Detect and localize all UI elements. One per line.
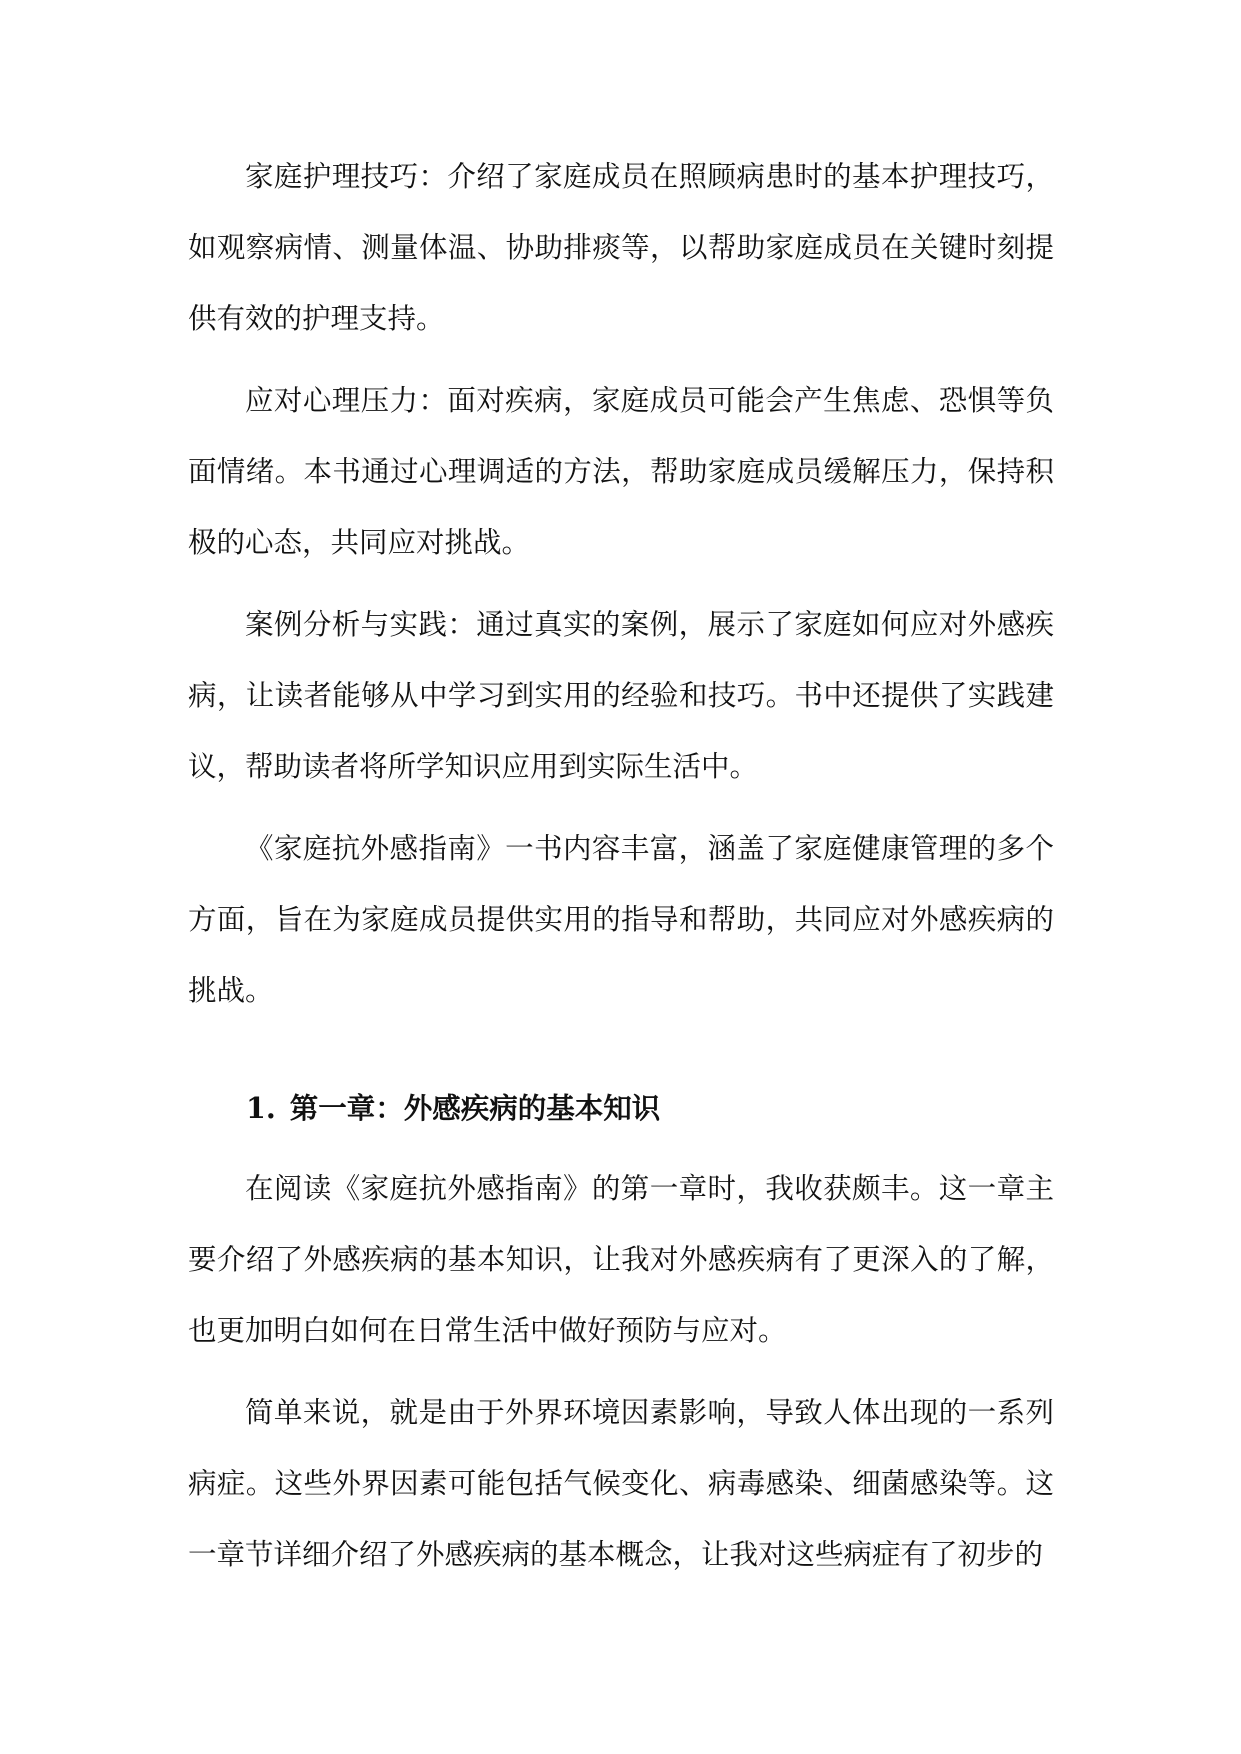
paragraph-psychological-stress: 应对心理压力：面对疾病，家庭成员可能会产生焦虑、恐惧等负面情绪。本书通过心理调适的方法，帮助家庭成员缓解压力，保持积极的心态，共同应对挑战。 — [188, 384, 1054, 559]
chapter-heading — [188, 1073, 1054, 1144]
document-body — [188, 141, 1054, 1590]
paragraph-book-summary: 《家庭抗外感指南》一书内容丰富，涵盖了家庭健康管理的多个方面，旨在为家庭成员提供实用的指导和帮助，共同应对外感疾病的挑战。 — [188, 832, 1054, 1007]
paragraph-home-care-skills: 家庭护理技巧：介绍了家庭成员在照顾病患时的基本护理技巧，如观察病情、测量体温、协助排痰等，以帮助家庭成员在关键时刻提供有效的护理支持。 — [188, 160, 1054, 335]
chapter-heading-text: 第一章：外感疾病的基本知识 — [289, 1091, 661, 1125]
paragraph-chapter-reading: 在阅读《家庭抗外感指南》的第一章时，我收获颇丰。这一章主要介绍了外感疾病的基本知识，让我对外感疾病有了更深入的了解，也更加明白如何在日常生活中做好预防与应对。 — [188, 1172, 1054, 1347]
chapter-heading-number: 1. — [246, 1091, 276, 1125]
paragraph-case-analysis: 案例分析与实践：通过真实的案例，展示了家庭如何应对外感疾病，让读者能够从中学习到实用的经验和技巧。书中还提供了实践建议，帮助读者将所学知识应用到实际生活中。 — [188, 608, 1054, 783]
paragraph-definition: 简单来说，就是由于外界环境因素影响，导致人体出现的一系列病症。这些外界因素可能包括气候变化、病毒感染、细菌感染等。这一章节详细介绍了外感疾病的基本概念，让我对这些病症有了初步的 — [188, 1396, 1054, 1571]
